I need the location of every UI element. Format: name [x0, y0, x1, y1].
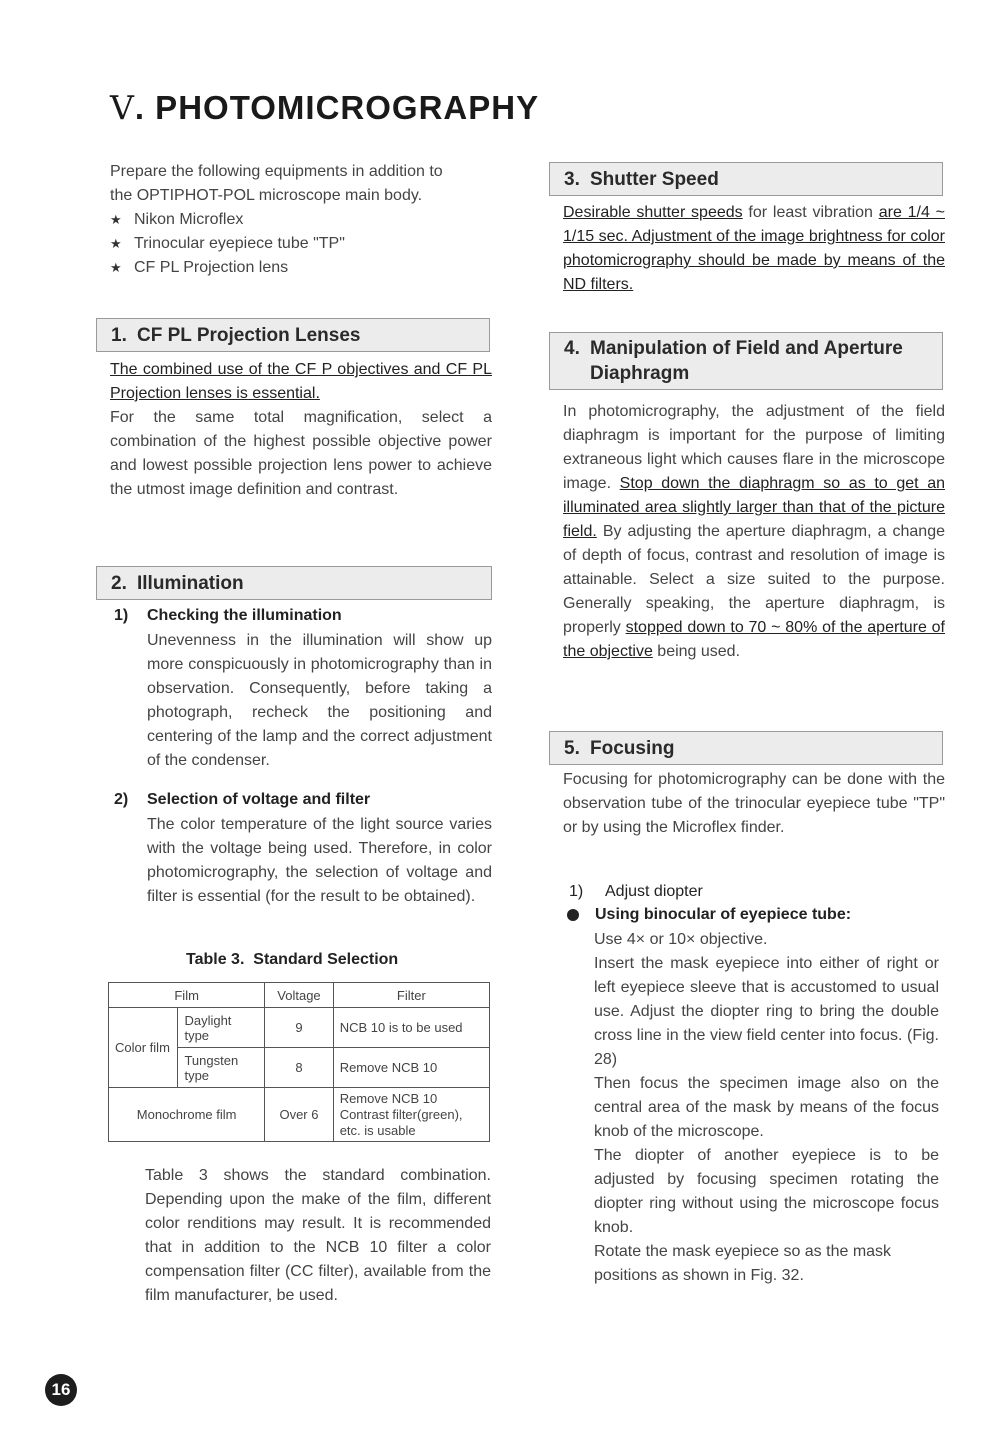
table-cell: Daylight type — [178, 1008, 265, 1048]
s5-step: Then focus the specimen image also on the central area of the mask by means of the focus knob of the microscope. — [594, 1075, 939, 1140]
s5-bullet — [563, 906, 851, 924]
bullet-icon — [567, 909, 579, 921]
s3-underlined-1: Desirable shutter speeds — [563, 204, 743, 221]
s1-underlined-text: The combined use of the CF P objectives and CF PL Projection lenses is essential. — [110, 361, 492, 402]
s5-step: Use 4× or 10× objective. — [594, 931, 768, 948]
section-title: Focusing — [590, 738, 675, 759]
table-header-row — [109, 983, 490, 1008]
s4-underlined-1: Stop down the diaphragm so as to get an illuminated area slightly larger than that of the picture field. — [563, 475, 946, 540]
s2-sub2-body — [147, 813, 492, 909]
section-title: Illumination — [137, 573, 244, 594]
page-title — [110, 88, 539, 127]
section-2-heading — [96, 566, 492, 600]
section-5-body — [563, 768, 945, 840]
table-row — [109, 1008, 490, 1048]
intro-block — [110, 160, 492, 280]
s2-after-table — [145, 1164, 491, 1308]
s1-paragraph: For the same total magnification, select a combination of the highest possible objective power and lowest possible projection lens power to achieve the utmost image definition and contrast. — [110, 409, 492, 498]
table-cell: Over 6 — [265, 1088, 333, 1142]
sub-number: 2) — [114, 791, 129, 808]
intro-item-label: CF PL Projection lens — [134, 259, 289, 276]
s4-text-3: being used. — [652, 643, 741, 660]
s5-sub1-heading — [569, 883, 703, 901]
section-4-heading — [549, 332, 943, 390]
section-3-heading — [549, 162, 943, 196]
sub-title: Selection of voltage and filter — [147, 791, 371, 808]
table-cell: NCB 10 is to be used — [333, 1008, 489, 1048]
section-1-body — [110, 358, 492, 502]
table-cell: Remove NCB 10 — [333, 1048, 489, 1088]
sub-number: 1) — [569, 883, 584, 900]
section-5-heading — [549, 731, 943, 765]
section-3-body — [563, 201, 945, 297]
s2-sub1-body — [147, 629, 492, 773]
s3-underlined-2: are 1/4 ~ 1/15 sec. Adjustment of the image brightness for color photomicrography should be made by means of the ND filters. — [563, 204, 945, 293]
chapter-roman-numeral: V — [110, 88, 135, 127]
sub-title: Adjust diopter — [605, 883, 703, 900]
table-cell: Tungsten type — [178, 1048, 265, 1088]
s5-step: Rotate the mask eyepiece so as the mask positions as shown in Fig. 32. — [594, 1243, 892, 1284]
s4-underlined-2: stopped down to 70 ~ 80% of the aperture of the objective — [563, 619, 945, 660]
section-title-line-1: Manipulation of Field and Aperture — [590, 338, 903, 359]
s2-after-table-paragraph: Table 3 shows the standard combination. Depending upon the make of the film, different color renditions may result. It is recommended that in addition to the NCB 10 filter a color compensation filter (CC filter), available from the film manufacturer, be used. — [145, 1167, 491, 1304]
s2-sub2-paragraph: The color temperature of the light source varies with the voltage being used. Therefore, in color photomicrography, the selection of voltage and filter is essential (for the result to be obtained). — [147, 816, 492, 905]
section-number: 4. — [564, 338, 580, 359]
section-title-line-2: Diaphragm — [590, 363, 690, 384]
intro-line-1: Prepare the following equipments in addition to — [110, 163, 443, 180]
section-title: Shutter Speed — [590, 169, 719, 190]
table-caption: Table 3. Standard Selection — [186, 951, 399, 968]
s2-sub2-heading — [114, 791, 370, 809]
s2-sub1-heading — [114, 607, 342, 625]
intro-item — [110, 232, 492, 256]
s5-step: The diopter of another eyepiece is to be adjusted by focusing specimen rotating the diopter ring without using the microscope focus knob. — [594, 1147, 939, 1236]
s2-sub1-paragraph: Unevenness in the illumination will show up more conspicuously in photomicrography than in observation. Consequently, before taking a photograph, recheck the positioning and centering of the lamp and the correct adjustment of the condenser. — [147, 632, 492, 769]
table-header-cell: Film — [109, 983, 265, 1008]
intro-item-label: Trinocular eyepiece tube "TP" — [134, 235, 345, 252]
intro-item — [110, 256, 492, 280]
table-cell: Monochrome film — [109, 1088, 265, 1142]
table-row — [109, 1088, 490, 1142]
intro-item — [110, 208, 492, 232]
s5-step: Insert the mask eyepiece into either of right or left eyepiece sleeve that is accustomed to usual use. Adjust the diopter ring to bring the double cross line in the view field center into focus. (Fig. 28) — [594, 955, 939, 1068]
s5-paragraph: Focusing for photomicrography can be done with the observation tube of the trinocular eyepiece tube "TP" or by using the Microflex finder. — [563, 771, 945, 836]
intro-item-label: Nikon Microflex — [134, 211, 244, 228]
section-number: 3. — [564, 169, 580, 190]
star-icon: ★ — [110, 260, 122, 275]
section-1-heading — [96, 318, 490, 352]
star-icon: ★ — [110, 236, 122, 251]
intro-line-2: the OPTIPHOT-POL microscope main body. — [110, 187, 423, 204]
s4-text-2: By adjusting the aperture diaphragm, a change of depth of focus, contrast and resolution of image is attainable. Select a size suited to the purpose. Generally speaking, the aperture diaphragm, is properly — [563, 523, 945, 636]
s4-text-1: In photomicrography, the adjustment of the field diaphragm is important for the purpose of limiting extraneous light which causes flare in the microscope image. — [563, 403, 945, 492]
section-number: 5. — [564, 738, 580, 759]
page-number-badge: 16 — [45, 1374, 77, 1406]
bullet-text: Using binocular of eyepiece tube: — [595, 906, 852, 923]
section-number: 1. — [111, 325, 127, 346]
sub-number: 1) — [114, 607, 129, 624]
sub-title: Checking the illumination — [147, 607, 342, 624]
chapter-title-text: . PHOTOMICROGRAPHY — [134, 89, 540, 126]
table-cell: 8 — [265, 1048, 333, 1088]
section-4-body — [563, 400, 945, 664]
section-number: 2. — [111, 573, 127, 594]
s5-procedure — [594, 928, 939, 1288]
table-header-cell: Filter — [333, 983, 489, 1008]
s3-text-1: for least vibration — [742, 204, 879, 221]
table-header-cell: Voltage — [265, 983, 333, 1008]
table-cell: Color film — [109, 1008, 178, 1088]
standard-selection-table — [108, 982, 490, 1142]
table-cell: Remove NCB 10 Contrast filter(green), etc. is usable — [333, 1088, 489, 1142]
section-title: CF PL Projection Lenses — [137, 325, 361, 346]
star-icon: ★ — [110, 212, 122, 227]
table-cell: 9 — [265, 1008, 333, 1048]
